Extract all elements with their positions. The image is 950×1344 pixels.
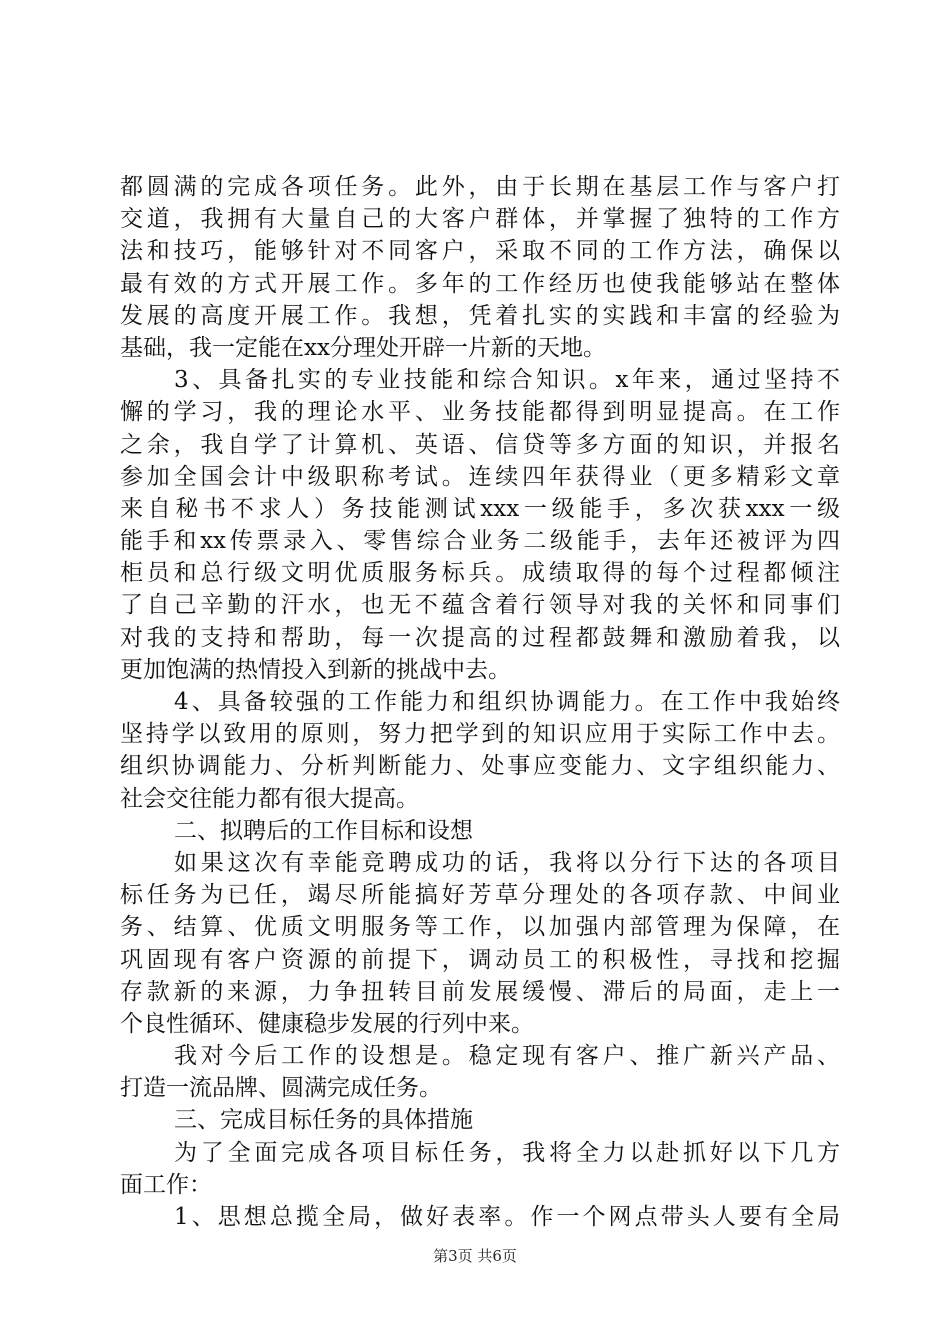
text-line: 交道，我拥有大量自己的大客户群体，并掌握了独特的工作方 [120,206,840,233]
body-text [120,171,840,1233]
text-line: 务、结算、优质文明服务等工作，以加强内部管理为保障，在 [120,914,840,941]
text-line: 巩固现有客户资源的前提下，调动员工的积极性，寻找和挖掘 [120,946,840,973]
text-line: 柜员和总行级文明优质服务标兵。成绩取得的每个过程都倾注 [120,560,840,587]
text-line: 面工作： [120,1171,212,1198]
text-line: 存款新的来源，力争扭转目前发展缓慢、滞后的局面，走上一 [120,978,840,1005]
text-line: 最有效的方式开展工作。多年的工作经历也使我能够站在整体 [120,270,840,297]
text-line: 3、具备扎实的专业技能和综合知识。x年来，通过坚持不 [174,367,840,394]
text-line: 参加全国会计中级职称考试。连续四年获得业（更多精彩文章 [120,463,840,490]
text-line: 组织协调能力、分析判断能力、处事应变能力、文字组织能力、 [120,753,840,780]
text-line: 社会交往能力都有很大提高。 [120,785,419,812]
text-line: 个良性循环、健康稳步发展的行列中来。 [120,1010,534,1037]
text-line: 来自秘书不求人）务技能测试xxx一级能手，多次获xxx一级 [120,495,840,522]
text-line: 打造一流品牌、圆满完成任务。 [120,1075,442,1102]
text-line: 懈的学习，我的理论水平、业务技能都得到明显提高。在工作 [120,399,840,426]
section-heading: 三、完成目标任务的具体措施 [174,1107,473,1134]
text-line: 法和技巧，能够针对不同客户，采取不同的工作方法，确保以 [120,238,840,265]
section-heading: 二、拟聘后的工作目标和设想 [174,817,473,844]
text-line: 都圆满的完成各项任务。此外，由于长期在基层工作与客户打 [120,174,840,200]
text-line: 为了全面完成各项目标任务，我将全力以赴抓好以下几方 [174,1139,840,1166]
text-line: 发展的高度开展工作。我想，凭着扎实的实践和丰富的经验为 [120,302,840,329]
page-number-footer: 第3页 共6页 [433,1247,517,1265]
text-line: 1、思想总揽全局，做好表率。作一个网点带头人要有全局 [174,1204,840,1230]
text-line: 标任务为已任，竭尽所能搞好芳草分理处的各项存款、中间业 [120,882,840,909]
text-line: 4、具备较强的工作能力和组织协调能力。在工作中我始终 [174,689,840,715]
text-line: 坚持学以致用的原则，努力把学到的知识应用于实际工作中去。 [120,721,840,748]
text-line: 能手和xx传票录入、零售综合业务二级能手，去年还被评为四 [120,528,840,555]
text-line: 了自己辛勤的汗水，也无不蕴含着行领导对我的关怀和同事们 [120,592,840,619]
text-line: 更加饱满的热情投入到新的挑战中去。 [120,656,511,683]
text-line: 基础，我一定能在xx分理处开辟一片新的天地。 [120,334,606,361]
text-line: 之余，我自学了计算机、英语、信贷等多方面的知识，并报名 [120,431,840,458]
text-line: 我对今后工作的设想是。稳定现有客户、推广新兴产品、 [174,1043,840,1070]
text-line: 对我的支持和帮助，每一次提高的过程都鼓舞和激励着我，以 [120,624,840,651]
text-line: 如果这次有幸能竞聘成功的话，我将以分行下达的各项目 [174,849,840,876]
